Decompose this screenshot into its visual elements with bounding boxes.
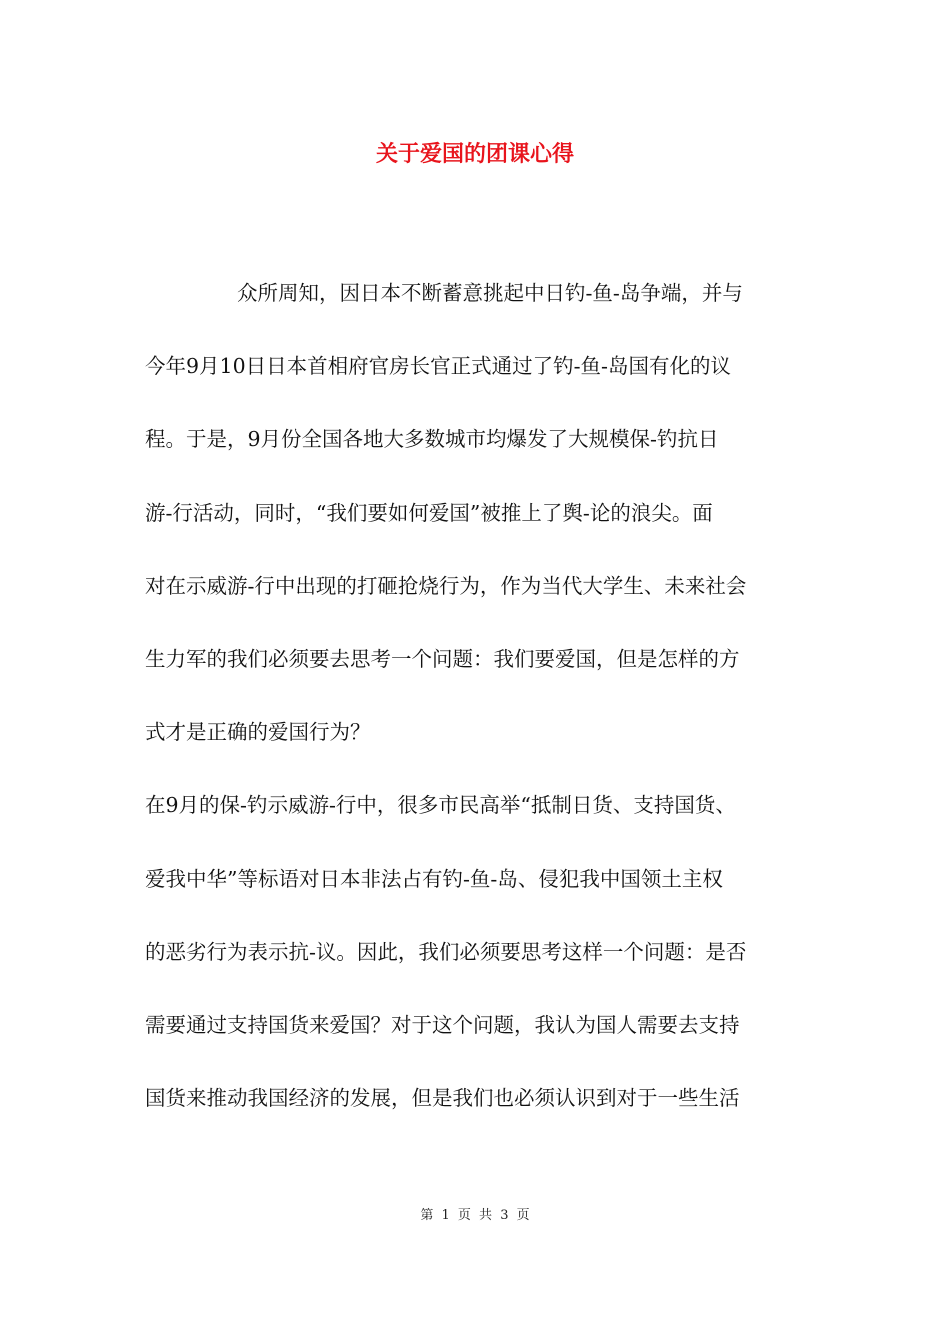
text-line: 生力军的我们必须要去思考一个问题：我们要爱国，但是怎样的方 [145,646,740,671]
text-line: 国货来推动我国经济的发展，但是我们也必须认识到对于一些生活 [145,1086,740,1111]
text-line: 游-行活动，同时，“我们要如何爱国”被推上了舆-论的浪尖。面 [145,500,713,525]
page-number-footer: 第 1 页 共 3 页 [420,1208,530,1223]
document-body [145,275,810,1153]
text-line: 众所周知，因日本不断蓄意挑起中日钓-鱼-岛争端，并与 [237,281,743,305]
text-line: 在9月的保-钓示威游-行中，很多市民高举“抵制日货、支持国货、 [145,793,736,818]
text-line: 式才是正确的爱国行为？ [145,720,371,745]
document-title: 关于爱国的团课心得 [375,141,574,167]
text-line: 的恶劣行为表示抗-议。因此，我们必须要思考这样一个问题：是否 [145,939,747,964]
text-line: 程。于是，9月份全国各地大多数城市均爆发了大规模保-钓抗日 [145,427,719,452]
text-line: 需要通过支持国货来爱国？对于这个问题，我认为国人需要去支持 [145,1012,740,1037]
text-line: 爱我中华”等标语对日本非法占有钓-鱼-岛、侵犯我中国领土主权 [145,866,723,891]
text-line: 今年9月10日日本首相府官房长官正式通过了钓-鱼-岛国有化的议 [145,354,731,379]
text-line: 对在示威游-行中出现的打砸抢烧行为，作为当代大学生、未来社会 [145,573,747,598]
